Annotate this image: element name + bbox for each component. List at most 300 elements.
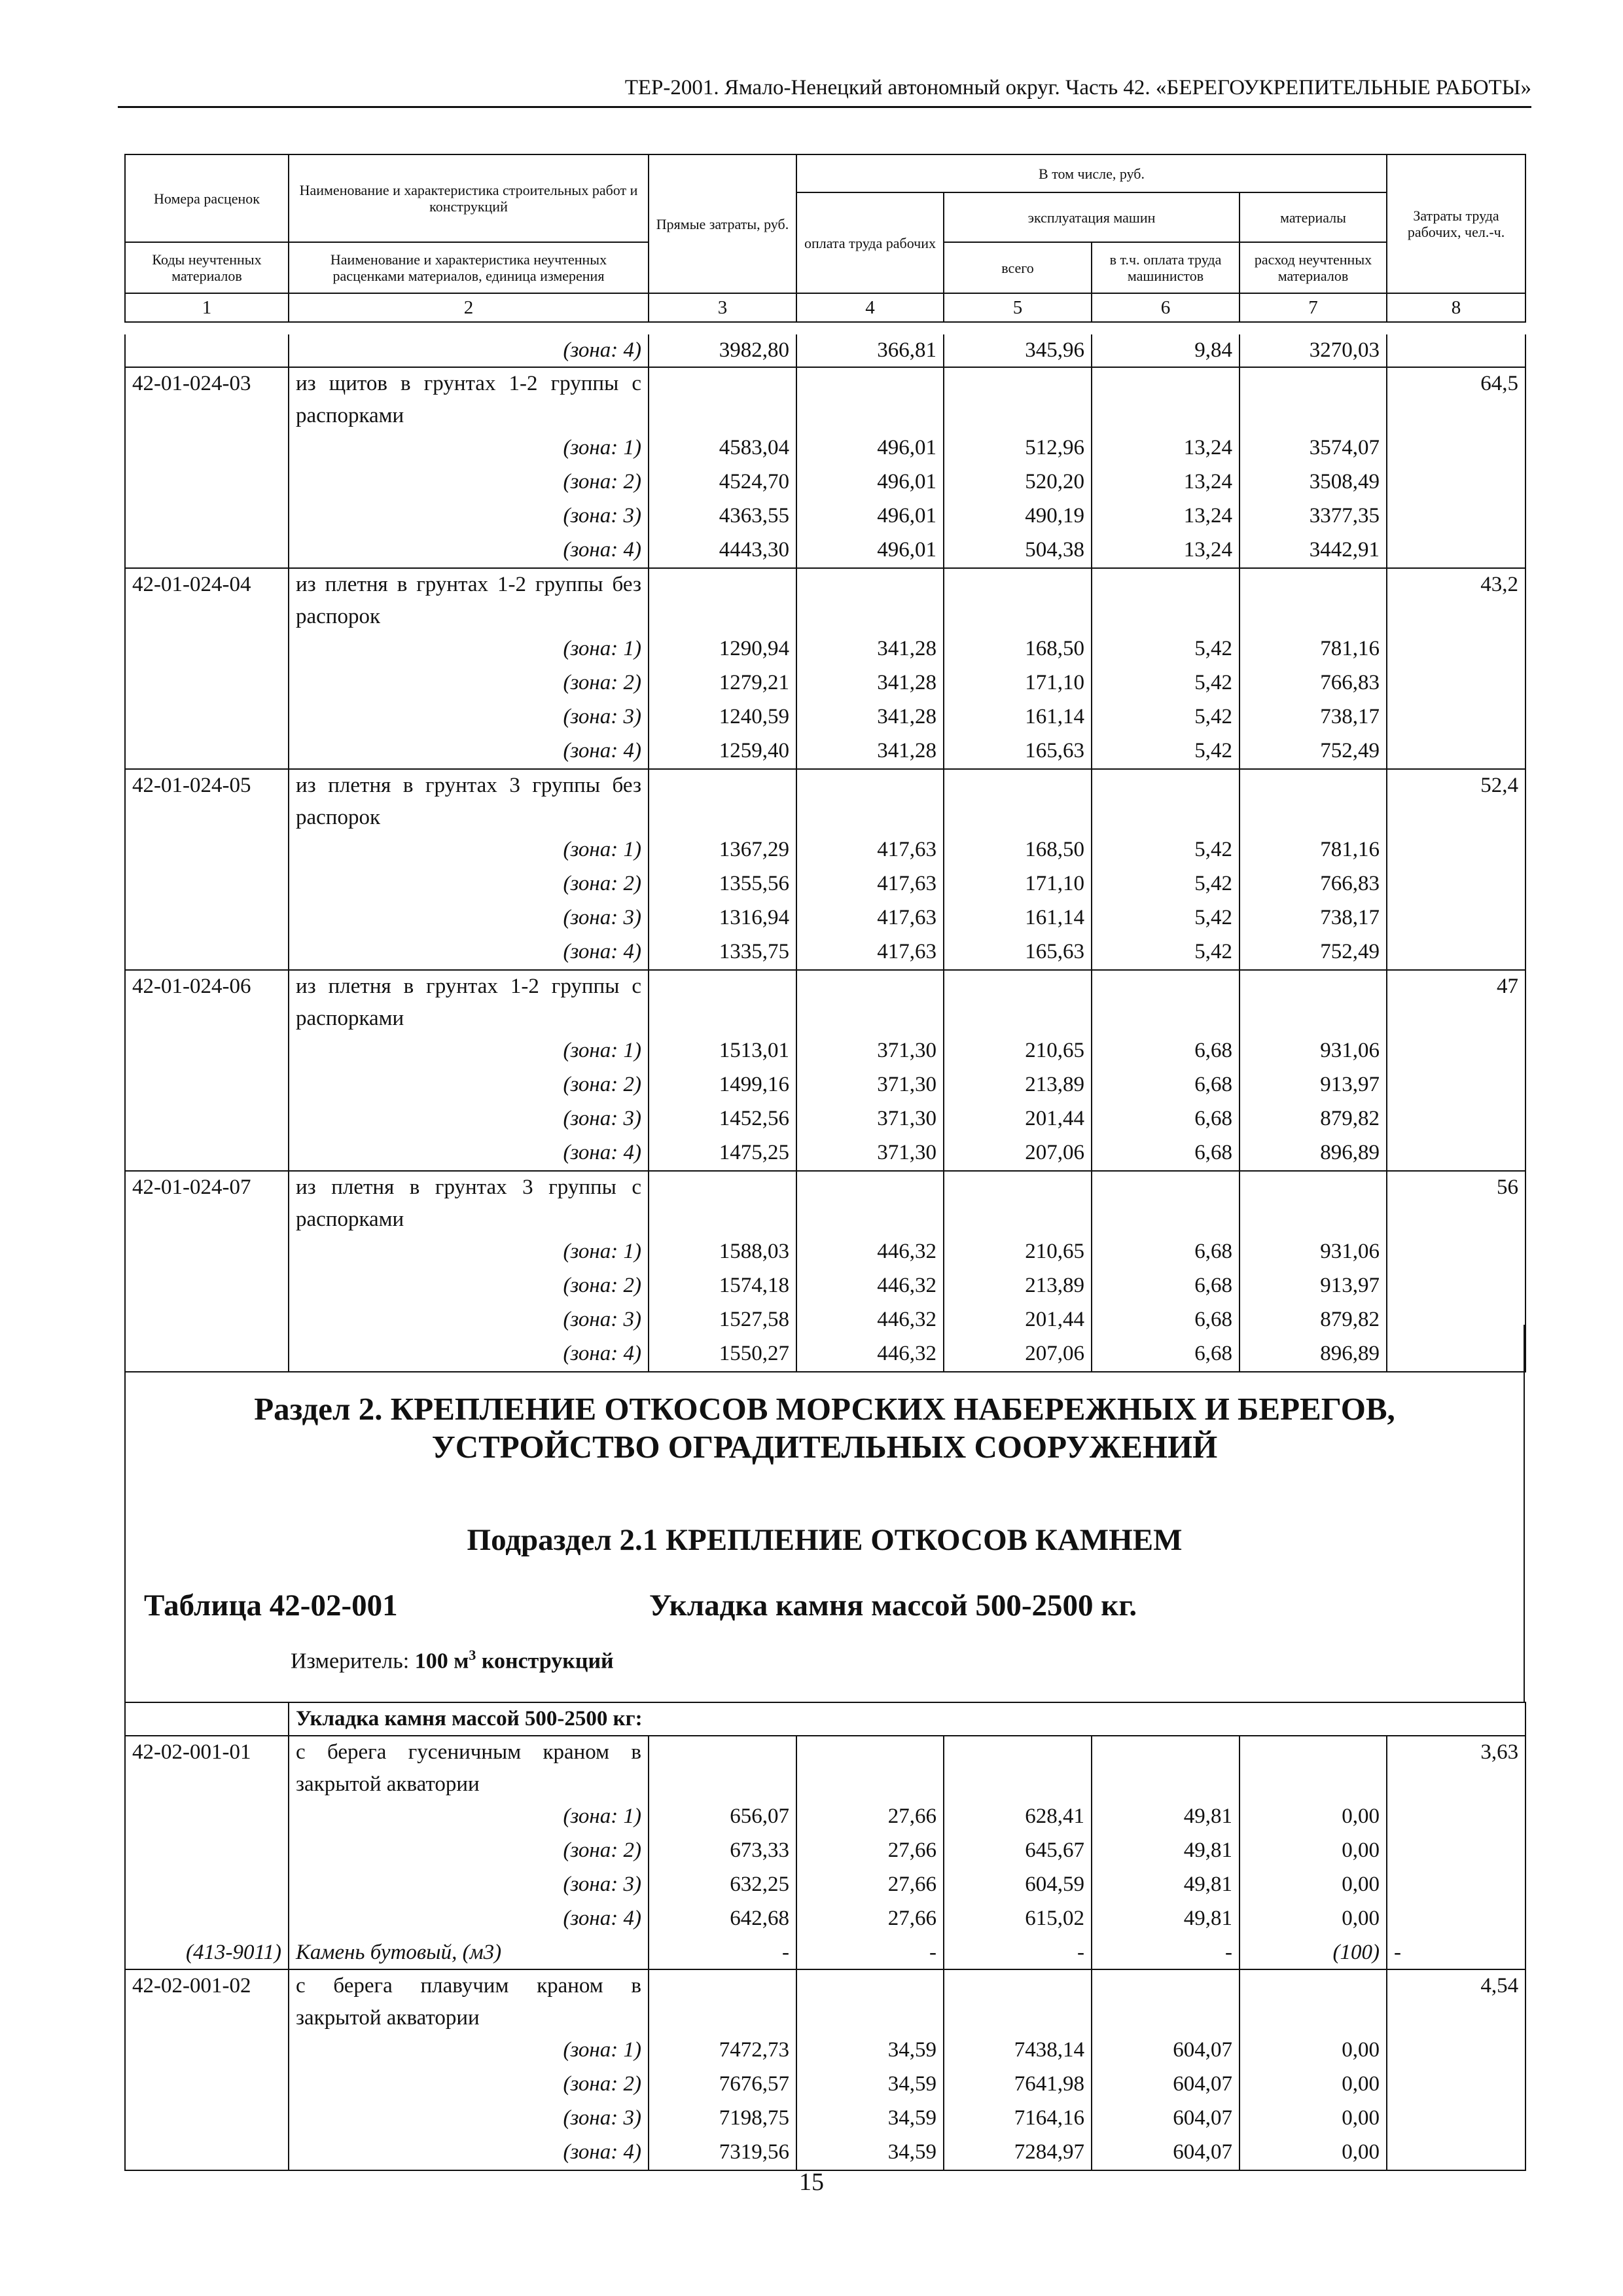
value-cell: 496,01 xyxy=(796,432,944,466)
value-cell: 27,66 xyxy=(796,1869,944,1903)
empty-cell xyxy=(1387,1236,1525,1270)
empty-cell xyxy=(125,1035,289,1069)
value-cell: 879,82 xyxy=(1240,1304,1387,1338)
group-title: Укладка камня массой 500-2500 кг: xyxy=(289,1702,1525,1736)
measure-superscript: 3 xyxy=(469,1647,476,1663)
header-unaccounted-materials: расход неучтенных материалов xyxy=(1240,242,1387,293)
value-cell: 656,07 xyxy=(649,1801,796,1835)
header-material-codes: Коды неучтенных материалов xyxy=(125,242,289,293)
value-cell: 7284,97 xyxy=(944,2136,1092,2170)
value-cell: 210,65 xyxy=(944,1035,1092,1069)
measure-unit-name: конструкций xyxy=(481,1649,614,1674)
zone-row xyxy=(125,868,1525,902)
value-cell: 49,81 xyxy=(1092,1903,1240,1937)
value-cell: 896,89 xyxy=(1240,1338,1387,1372)
material-value: (100) xyxy=(1240,1937,1387,1969)
empty-cell xyxy=(1387,834,1525,868)
value-cell: 6,68 xyxy=(1092,1103,1240,1137)
value-cell: 7319,56 xyxy=(649,2136,796,2170)
empty-cell xyxy=(796,769,944,834)
rate-item-row xyxy=(125,1736,1525,1801)
rate-code: 42-02-001-01 xyxy=(125,1736,289,1801)
value-cell: 0,00 xyxy=(1240,1801,1387,1835)
value-cell: 490,19 xyxy=(944,500,1092,534)
value-cell: 446,32 xyxy=(796,1304,944,1338)
empty-cell xyxy=(1387,1869,1525,1903)
value-cell: 7164,16 xyxy=(944,2102,1092,2136)
table-code: Таблица 42-02-001 xyxy=(144,1588,398,1623)
empty-cell xyxy=(796,970,944,1035)
empty-cell xyxy=(125,1702,289,1736)
value-cell: 1550,27 xyxy=(649,1338,796,1372)
empty-cell xyxy=(125,334,289,367)
empty-cell xyxy=(1387,2068,1525,2102)
column-number: 8 xyxy=(1387,293,1525,322)
value-cell: 5,42 xyxy=(1092,735,1240,769)
labor-costs: 4,54 xyxy=(1387,1969,1525,2034)
header-worker-pay: оплата труда рабочих xyxy=(796,192,944,293)
empty-cell xyxy=(1092,1969,1240,2034)
value-cell: 27,66 xyxy=(796,1903,944,1937)
value-cell: 341,28 xyxy=(796,633,944,667)
zone-label: (зона: 4) xyxy=(289,936,649,970)
value-cell: 5,42 xyxy=(1092,633,1240,667)
empty-cell xyxy=(125,936,289,970)
empty-cell xyxy=(125,1103,289,1137)
value-cell: 168,50 xyxy=(944,834,1092,868)
value-cell: 34,59 xyxy=(796,2102,944,2136)
rate-name: из плетня в грунтах 1-2 группы с распорками xyxy=(289,970,649,1035)
empty-cell xyxy=(649,769,796,834)
empty-cell xyxy=(944,568,1092,633)
empty-cell xyxy=(1092,970,1240,1035)
value-cell: 781,16 xyxy=(1240,834,1387,868)
rate-item-row xyxy=(125,568,1525,633)
empty-cell xyxy=(1387,1835,1525,1869)
rate-item-row xyxy=(125,367,1525,432)
zone-label: (зона: 2) xyxy=(289,1069,649,1103)
zone-label: (зона: 1) xyxy=(289,432,649,466)
empty-cell xyxy=(1387,1103,1525,1137)
zone-label: (зона: 1) xyxy=(289,1035,649,1069)
zone-row xyxy=(125,1035,1525,1069)
empty-cell xyxy=(1387,2034,1525,2068)
value-cell: 13,24 xyxy=(1092,432,1240,466)
empty-cell xyxy=(649,1969,796,2034)
value-cell: 931,06 xyxy=(1240,1035,1387,1069)
continued-row xyxy=(125,334,1525,367)
value-cell: 7198,75 xyxy=(649,2102,796,2136)
value-cell: 446,32 xyxy=(796,1270,944,1304)
empty-cell xyxy=(944,970,1092,1035)
empty-cell xyxy=(125,735,289,769)
empty-cell xyxy=(1240,1736,1387,1801)
section-title-line-2: УСТРОЙСТВО ОГРАДИТЕЛЬНЫХ СООРУЖЕНИЙ xyxy=(431,1429,1218,1465)
labor-costs: 43,2 xyxy=(1387,568,1525,633)
value-cell: 604,07 xyxy=(1092,2102,1240,2136)
empty-cell xyxy=(649,1736,796,1801)
value-cell: 6,68 xyxy=(1092,1137,1240,1171)
header-machinist-pay: в т.ч. оплата труда машинистов xyxy=(1092,242,1240,293)
zone-label: (зона: 1) xyxy=(289,633,649,667)
zone-row xyxy=(125,2102,1525,2136)
value-cell: 6,68 xyxy=(1092,1236,1240,1270)
page-number: 15 xyxy=(799,2168,824,2196)
value-cell: 512,96 xyxy=(944,432,1092,466)
value-cell: 642,68 xyxy=(649,1903,796,1937)
section-title-line-1: Раздел 2. КРЕПЛЕНИЕ ОТКОСОВ МОРСКИХ НАБЕРЕЖНЫХ И БЕРЕГОВ, xyxy=(254,1391,1395,1427)
value-cell: 0,00 xyxy=(1240,2034,1387,2068)
header-machine-operation: эксплуатация машин xyxy=(944,192,1240,242)
value-cell: 6,68 xyxy=(1092,1270,1240,1304)
rate-name: из щитов в грунтах 1-2 группы с распорками xyxy=(289,367,649,432)
empty-cell xyxy=(125,432,289,466)
empty-cell xyxy=(1387,466,1525,500)
value-cell: 4363,55 xyxy=(649,500,796,534)
zone-row xyxy=(125,432,1525,466)
empty-cell xyxy=(1387,667,1525,701)
value-cell: 49,81 xyxy=(1092,1835,1240,1869)
value-cell: 366,81 xyxy=(796,334,944,367)
material-value: - xyxy=(1387,1937,1525,1969)
empty-cell xyxy=(649,970,796,1035)
value-cell: 5,42 xyxy=(1092,834,1240,868)
value-cell: 673,33 xyxy=(649,1835,796,1869)
empty-cell xyxy=(1387,902,1525,936)
column-number: 6 xyxy=(1092,293,1240,322)
value-cell: 1513,01 xyxy=(649,1035,796,1069)
value-cell: 49,81 xyxy=(1092,1801,1240,1835)
value-cell: 496,01 xyxy=(796,500,944,534)
empty-cell xyxy=(125,466,289,500)
empty-cell xyxy=(125,1236,289,1270)
empty-cell xyxy=(125,834,289,868)
empty-cell xyxy=(1387,868,1525,902)
labor-costs: 3,63 xyxy=(1387,1736,1525,1801)
value-cell: 201,44 xyxy=(944,1304,1092,1338)
rate-code: 42-01-024-04 xyxy=(125,568,289,633)
zone-label: (зона: 4) xyxy=(289,1903,649,1937)
zone-row xyxy=(125,2068,1525,2102)
empty-cell xyxy=(125,500,289,534)
table-header xyxy=(124,154,1526,323)
zone-label: (зона: 1) xyxy=(289,2034,649,2068)
zone-label: (зона: 4) xyxy=(289,2136,649,2170)
zone-row xyxy=(125,2034,1525,2068)
empty-cell xyxy=(944,1171,1092,1236)
header-materials: материалы xyxy=(1240,192,1387,242)
value-cell: 161,14 xyxy=(944,701,1092,735)
value-cell: 628,41 xyxy=(944,1801,1092,1835)
value-cell: 210,65 xyxy=(944,1236,1092,1270)
empty-cell xyxy=(1387,2136,1525,2170)
value-cell: 896,89 xyxy=(1240,1137,1387,1171)
value-cell: 446,32 xyxy=(796,1236,944,1270)
column-number: 5 xyxy=(944,293,1092,322)
value-cell: 3508,49 xyxy=(1240,466,1387,500)
zone-label: (зона: 4) xyxy=(289,534,649,568)
zone-row xyxy=(125,1869,1525,1903)
value-cell: 4524,70 xyxy=(649,466,796,500)
rate-code: 42-02-001-02 xyxy=(125,1969,289,2034)
value-cell: 34,59 xyxy=(796,2034,944,2068)
value-cell: 632,25 xyxy=(649,1869,796,1903)
value-cell: 604,07 xyxy=(1092,2034,1240,2068)
value-cell: 371,30 xyxy=(796,1103,944,1137)
empty-cell xyxy=(796,568,944,633)
value-cell: 738,17 xyxy=(1240,902,1387,936)
value-cell: 7676,57 xyxy=(649,2068,796,2102)
value-cell: 5,42 xyxy=(1092,868,1240,902)
value-cell: 34,59 xyxy=(796,2068,944,2102)
empty-cell xyxy=(1240,568,1387,633)
value-cell: 3982,80 xyxy=(649,334,796,367)
empty-cell xyxy=(1092,367,1240,432)
empty-cell xyxy=(125,534,289,568)
empty-cell xyxy=(1092,568,1240,633)
value-cell: 781,16 xyxy=(1240,633,1387,667)
zone-label: (зона: 4) xyxy=(289,334,649,367)
value-cell: 0,00 xyxy=(1240,2068,1387,2102)
value-cell: 213,89 xyxy=(944,1069,1092,1103)
empty-cell xyxy=(1092,1736,1240,1801)
header-including: В том числе, руб. xyxy=(796,154,1387,192)
empty-cell xyxy=(1387,1270,1525,1304)
value-cell: 604,07 xyxy=(1092,2136,1240,2170)
empty-cell xyxy=(125,1270,289,1304)
value-cell: 752,49 xyxy=(1240,936,1387,970)
value-cell: 341,28 xyxy=(796,701,944,735)
rate-item-row xyxy=(125,1171,1525,1236)
value-cell: 5,42 xyxy=(1092,936,1240,970)
measure-unit xyxy=(291,1639,614,1677)
value-cell: 752,49 xyxy=(1240,735,1387,769)
material-value: - xyxy=(944,1937,1092,1969)
value-cell: 1499,16 xyxy=(649,1069,796,1103)
empty-cell xyxy=(125,701,289,735)
value-cell: 417,63 xyxy=(796,902,944,936)
value-cell: 496,01 xyxy=(796,466,944,500)
empty-cell xyxy=(1387,1137,1525,1171)
value-cell: 371,30 xyxy=(796,1137,944,1171)
zone-label: (зона: 2) xyxy=(289,1270,649,1304)
column-number: 3 xyxy=(649,293,796,322)
zone-row xyxy=(125,936,1525,970)
header-rate-number: Номера расценок xyxy=(125,154,289,242)
empty-cell xyxy=(125,2102,289,2136)
zone-row xyxy=(125,667,1525,701)
empty-cell xyxy=(125,902,289,936)
zone-label: (зона: 2) xyxy=(289,868,649,902)
rate-name: из плетня в грунтах 3 группы с распорками xyxy=(289,1171,649,1236)
zone-label: (зона: 3) xyxy=(289,500,649,534)
empty-cell xyxy=(1092,1171,1240,1236)
labor-costs: 52,4 xyxy=(1387,769,1525,834)
zone-label: (зона: 2) xyxy=(289,667,649,701)
value-cell: 341,28 xyxy=(796,735,944,769)
empty-cell xyxy=(125,1069,289,1103)
value-cell: 207,06 xyxy=(944,1338,1092,1372)
value-cell: 645,67 xyxy=(944,1835,1092,1869)
material-code: (413-9011) xyxy=(125,1937,289,1969)
value-cell: 27,66 xyxy=(796,1835,944,1869)
labor-costs: 56 xyxy=(1387,1171,1525,1236)
empty-cell xyxy=(1387,1035,1525,1069)
column-number: 1 xyxy=(125,293,289,322)
value-cell: 1588,03 xyxy=(649,1236,796,1270)
value-cell: 171,10 xyxy=(944,667,1092,701)
empty-cell xyxy=(1240,367,1387,432)
value-cell: 9,84 xyxy=(1092,334,1240,367)
empty-cell xyxy=(125,1903,289,1937)
value-cell: 766,83 xyxy=(1240,868,1387,902)
empty-cell xyxy=(1387,2102,1525,2136)
value-cell: 504,38 xyxy=(944,534,1092,568)
zone-label: (зона: 3) xyxy=(289,2102,649,2136)
empty-cell xyxy=(796,1736,944,1801)
empty-cell xyxy=(1387,1903,1525,1937)
value-cell: 1367,29 xyxy=(649,834,796,868)
value-cell: 417,63 xyxy=(796,834,944,868)
rate-code: 42-01-024-03 xyxy=(125,367,289,432)
value-cell: 879,82 xyxy=(1240,1103,1387,1137)
zone-row xyxy=(125,534,1525,568)
value-cell: 1452,56 xyxy=(649,1103,796,1137)
empty-cell xyxy=(125,2034,289,2068)
empty-cell xyxy=(1240,769,1387,834)
empty-cell xyxy=(1387,334,1525,367)
value-cell: 5,42 xyxy=(1092,667,1240,701)
value-cell: 6,68 xyxy=(1092,1035,1240,1069)
zone-label: (зона: 3) xyxy=(289,902,649,936)
value-cell: 13,24 xyxy=(1092,500,1240,534)
value-cell: 3377,35 xyxy=(1240,500,1387,534)
section-title xyxy=(126,1390,1524,1466)
value-cell: 345,96 xyxy=(944,334,1092,367)
labor-costs: 64,5 xyxy=(1387,367,1525,432)
value-cell: 1240,59 xyxy=(649,701,796,735)
value-cell: 165,63 xyxy=(944,936,1092,970)
empty-cell xyxy=(1387,1069,1525,1103)
value-cell: 161,14 xyxy=(944,902,1092,936)
rate-code: 42-01-024-07 xyxy=(125,1171,289,1236)
value-cell: 417,63 xyxy=(796,868,944,902)
material-value: - xyxy=(796,1937,944,1969)
column-number: 7 xyxy=(1240,293,1387,322)
value-cell: 913,97 xyxy=(1240,1069,1387,1103)
value-cell: 6,68 xyxy=(1092,1338,1240,1372)
value-cell: 7438,14 xyxy=(944,2034,1092,2068)
empty-cell xyxy=(796,1171,944,1236)
empty-cell xyxy=(1387,432,1525,466)
empty-cell xyxy=(125,667,289,701)
empty-cell xyxy=(796,1969,944,2034)
rate-item-row xyxy=(125,769,1525,834)
value-cell: 913,97 xyxy=(1240,1270,1387,1304)
empty-cell xyxy=(125,868,289,902)
value-cell: 604,59 xyxy=(944,1869,1092,1903)
value-cell: 766,83 xyxy=(1240,667,1387,701)
header-direct-costs: Прямые затраты, руб. xyxy=(649,154,796,293)
zone-label: (зона: 3) xyxy=(289,1869,649,1903)
empty-cell xyxy=(125,1835,289,1869)
value-cell: 341,28 xyxy=(796,667,944,701)
value-cell: 371,30 xyxy=(796,1069,944,1103)
value-cell: 604,07 xyxy=(1092,2068,1240,2102)
value-cell: 1316,94 xyxy=(649,902,796,936)
value-cell: 6,68 xyxy=(1092,1304,1240,1338)
zone-row xyxy=(125,1069,1525,1103)
running-header: ТЕР-2001. Ямало-Ненецкий автономный округ. Часть 42. «БЕРЕГОУКРЕПИТЕЛЬНЫЕ РАБОТЫ» xyxy=(118,73,1531,108)
empty-cell xyxy=(1387,534,1525,568)
empty-cell xyxy=(1387,500,1525,534)
value-cell: 6,68 xyxy=(1092,1069,1240,1103)
value-cell: 213,89 xyxy=(944,1270,1092,1304)
rate-code: 42-01-024-06 xyxy=(125,970,289,1035)
value-cell: 0,00 xyxy=(1240,1903,1387,1937)
value-cell: 7641,98 xyxy=(944,2068,1092,2102)
zone-row xyxy=(125,834,1525,868)
value-cell: 1355,56 xyxy=(649,868,796,902)
zone-label: (зона: 3) xyxy=(289,701,649,735)
value-cell: 5,42 xyxy=(1092,701,1240,735)
value-cell: 738,17 xyxy=(1240,701,1387,735)
rate-name: из плетня в грунтах 1-2 группы без распорок xyxy=(289,568,649,633)
value-cell: 3270,03 xyxy=(1240,334,1387,367)
zone-label: (зона: 1) xyxy=(289,1236,649,1270)
value-cell: 520,20 xyxy=(944,466,1092,500)
empty-cell xyxy=(125,2136,289,2170)
value-cell: 1574,18 xyxy=(649,1270,796,1304)
zone-label: (зона: 1) xyxy=(289,1801,649,1835)
table-title: Укладка камня массой 500-2500 кг. xyxy=(649,1588,1137,1623)
measure-value: 100 м xyxy=(414,1649,469,1674)
rate-item-row xyxy=(125,970,1525,1035)
value-cell: 371,30 xyxy=(796,1035,944,1069)
zone-label: (зона: 1) xyxy=(289,834,649,868)
rates-table-part2 xyxy=(124,1702,1526,2171)
value-cell: 1290,94 xyxy=(649,633,796,667)
zone-label: (зона: 2) xyxy=(289,2068,649,2102)
zone-row xyxy=(125,902,1525,936)
value-cell: 496,01 xyxy=(796,534,944,568)
value-cell: 931,06 xyxy=(1240,1236,1387,1270)
measure-label: Измеритель: xyxy=(291,1649,410,1674)
empty-cell xyxy=(649,1171,796,1236)
value-cell: 1335,75 xyxy=(649,936,796,970)
value-cell: 5,42 xyxy=(1092,902,1240,936)
material-value: - xyxy=(649,1937,796,1969)
value-cell: 4583,04 xyxy=(649,432,796,466)
zone-row xyxy=(125,1137,1525,1171)
zone-row xyxy=(125,1835,1525,1869)
empty-cell xyxy=(796,367,944,432)
material-row xyxy=(125,1937,1525,1969)
labor-costs: 47 xyxy=(1387,970,1525,1035)
zone-label: (зона: 4) xyxy=(289,1137,649,1171)
zone-row xyxy=(125,2136,1525,2170)
empty-cell xyxy=(125,1801,289,1835)
group-title-row xyxy=(125,1702,1525,1736)
empty-cell xyxy=(1387,633,1525,667)
empty-cell xyxy=(1387,701,1525,735)
empty-cell xyxy=(125,2068,289,2102)
zone-label: (зона: 2) xyxy=(289,1835,649,1869)
empty-cell xyxy=(944,1969,1092,2034)
empty-cell xyxy=(1092,769,1240,834)
zone-row xyxy=(125,1236,1525,1270)
value-cell: 615,02 xyxy=(944,1903,1092,1937)
